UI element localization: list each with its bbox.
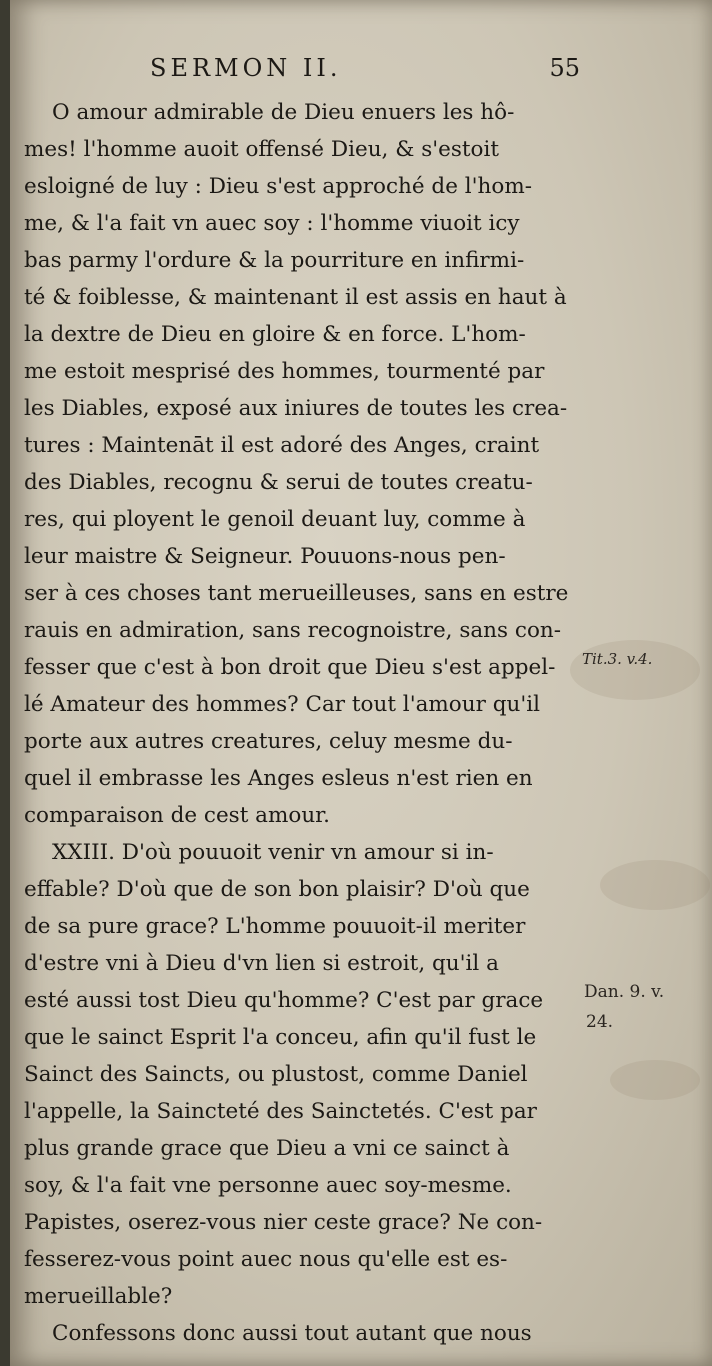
text-line: esté aussi tost Dieu qu'homme? C'est par grace xyxy=(24,988,544,1013)
page-header xyxy=(140,54,580,90)
text-line: porte aux autres creatures, celuy mesme du- xyxy=(24,729,513,754)
text-line: Sainct des Saincts, ou plustost, comme Daniel xyxy=(24,1062,528,1087)
body-text xyxy=(24,94,594,1352)
text-line: que le sainct Esprit l'a conceu, afin qu'il fust le xyxy=(24,1025,537,1050)
text-line: l'appelle, la Saincteté des Sainctetés. C'est par xyxy=(24,1099,537,1124)
text-line: les Diables, exposé aux iniures de toutes les crea- xyxy=(24,396,568,421)
text-line: XXIII. D'où pouuoit venir vn amour si in- xyxy=(52,840,494,865)
text-line: té & foiblesse, & maintenant il est assis en haut à xyxy=(24,285,567,310)
book-page xyxy=(10,0,712,1366)
text-line: ser à ces choses tant merueilleuses, sans en estre xyxy=(24,581,569,606)
text-line: comparaison de cest amour. xyxy=(24,803,330,828)
running-title: SERMON II. xyxy=(150,54,342,82)
text-line: effable? D'où que de son bon plaisir? D'où que xyxy=(24,877,530,902)
text-line: Confessons donc aussi tout autant que nous xyxy=(52,1321,532,1346)
text-line: la dextre de Dieu en gloire & en force. L'hom- xyxy=(24,322,526,347)
text-line: soy, & l'a fait vne personne auec soy-mesme. xyxy=(24,1173,512,1198)
text-line: quel il embrasse les Anges esleus n'est rien en xyxy=(24,766,533,791)
text-line: des Diables, recognu & serui de toutes creatu- xyxy=(24,470,533,495)
text-line: d'estre vni à Dieu d'vn lien si estroit, qu'il a xyxy=(24,951,499,976)
paper-stain xyxy=(610,1060,700,1100)
margin-note-titus: Tit.3. v.4. xyxy=(582,650,653,668)
text-line: tures : Maintenāt il est adoré des Anges, craint xyxy=(24,433,540,458)
text-line: lé Amateur des hommes? Car tout l'amour qu'il xyxy=(24,692,540,717)
text-line: O amour admirable de Dieu enuers les hô- xyxy=(52,100,515,125)
text-line: esloigné de luy : Dieu s'est approché de l'hom- xyxy=(24,174,532,199)
text-line: de sa pure grace? L'homme pouuoit-il meriter xyxy=(24,914,526,939)
text-line: bas parmy l'ordure & la pourriture en infirmi- xyxy=(24,248,525,273)
text-line: fesserez-vous point auec nous qu'elle est es- xyxy=(24,1247,508,1272)
text-line: merueillable? xyxy=(24,1284,173,1309)
text-line: res, qui ployent le genoil deuant luy, comme à xyxy=(24,507,526,532)
page-number: 55 xyxy=(549,54,580,82)
text-line: rauis en admiration, sans recognoistre, sans con- xyxy=(24,618,561,643)
text-line: Papistes, oserez-vous nier ceste grace? Ne con- xyxy=(24,1210,543,1235)
text-line: leur maistre & Seigneur. Pouuons-nous pen- xyxy=(24,544,506,569)
text-line: me, & l'a fait vn auec soy : l'homme viuoit icy xyxy=(24,211,520,236)
margin-note-daniel-verse: 24. xyxy=(586,1012,614,1032)
text-line: plus grande grace que Dieu a vni ce sainct à xyxy=(24,1136,510,1161)
text-line: me estoit mesprisé des hommes, tourmenté par xyxy=(24,359,545,384)
paper-stain xyxy=(600,860,710,910)
text-line: fesser que c'est à bon droit que Dieu s'est appel- xyxy=(24,655,556,680)
margin-note-daniel: Dan. 9. v. xyxy=(584,982,665,1002)
text-line: mes! l'homme auoit offensé Dieu, & s'estoit xyxy=(24,137,499,162)
